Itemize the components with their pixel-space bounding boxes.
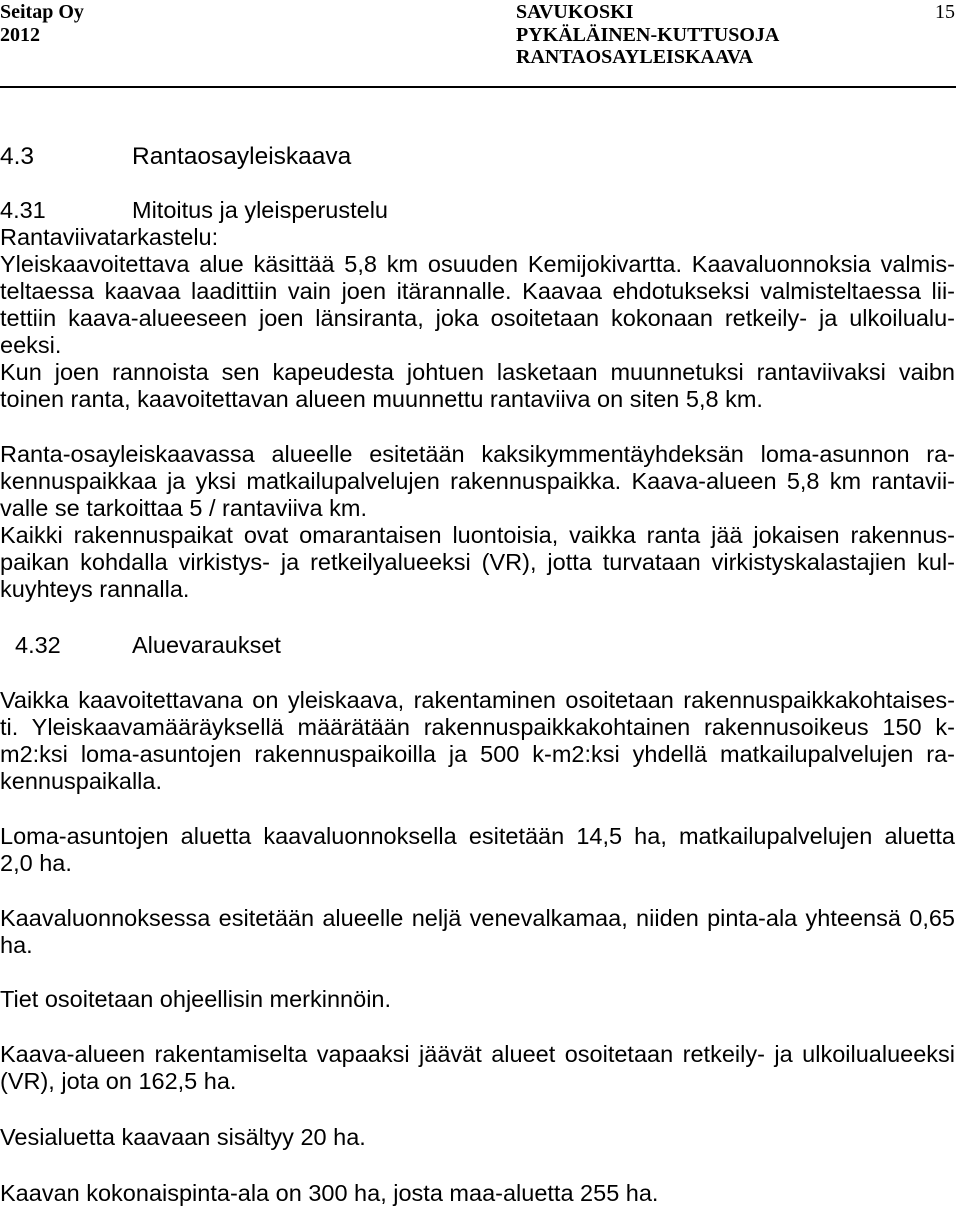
header-left [0,1,84,46]
text-line: valle se tarkoittaa 5 / rantaviiva km. [0,494,368,521]
paragraph [0,823,955,877]
paragraph [0,1180,955,1207]
header-rule [0,86,956,88]
subsection-number: 4.32 [15,631,61,658]
text-line: (VR), jota on 162,5 ha. [0,1067,237,1094]
text-line: Kaikki rakennuspaikat ovat omarantaisen luontoisia, vaikka ranta jää jokaisen rakennus- [0,521,955,548]
text-line: Kaavaluonnoksessa esitetään alueelle neljä venevalkamaa, niiden pinta-ala yhteensä 0,65 [0,904,955,931]
section-number: 4.3 [0,142,35,170]
text-line: Rantaviivatarkastelu: [0,223,219,250]
subsection-4-31 [0,197,955,413]
text-line: ti. Yleiskaavamääräyksellä määrätään rakennuspaikkakohtainen rakennusoikeus 150 k- [0,713,955,740]
paragraph [0,1124,955,1151]
text-line: Vaikka kaavoitettavana on yleiskaava, rakentaminen osoitetaan rakennuspaikkakohtaises- [0,686,955,713]
subsection-title: Aluevaraukset [132,631,281,658]
text-line: kennuspaikkaa ja yksi matkailupalvelujen rakennuspaikka. Kaava-alueen 5,8 km rantavii- [0,467,955,494]
text-line: Kaava-alueen rakentamiselta vapaaksi jäävät alueet osoitetaan retkeily- ja ulkoilualueeksi [0,1040,955,1067]
text-line: Kun joen rannoista sen kapeudesta johtuen lasketaan muunnetuksi rantaviivaksi vaibn [0,358,955,385]
paragraph [0,1041,955,1095]
page-number: 15 [935,1,955,23]
plan-type: RANTAOSAYLEISKAAVA [516,46,754,68]
header-center [516,1,779,69]
text-line: kennuspaikalla. [0,767,162,794]
subsection-heading [0,197,955,224]
text-line: Tiet osoitetaan ohjeellisin merkinnöin. [0,985,392,1012]
company-name: Seitap Oy [0,1,84,23]
text-line: ha. [0,931,33,958]
section-heading [0,143,955,170]
text-line: Loma-asuntojen aluetta kaavaluonnoksella esitetään 14,5 ha, matkailupalvelujen aluetta [0,822,955,849]
text-line: paikan kohdalla virkistys- ja retkeilyalueeksi (VR), jotta turvataan virkistyskalastajien kul- [0,548,955,575]
text-line: Ranta-osayleiskaavassa alueelle esitetään kaksikymmentäyhdeksän loma-asunnon ra- [0,440,955,467]
text-line: tettiin kaava-alueeseen joen länsiranta, joka osoitetaan kokonaan retkeily- ja ulkoilualu- [0,304,955,331]
text-line: toinen ranta, kaavoitettavan alueen muunnettu rantaviiva on siten 5,8 km. [0,385,763,412]
plan-area-name: PYKÄLÄINEN-KUTTUSOJA [516,23,780,46]
text-line: Vesialuetta kaavaan sisältyy 20 ha. [0,1123,366,1150]
section-title: Rantaosayleiskaava [132,142,352,170]
subsection-4-32-heading [0,632,955,659]
text-line: 2,0 ha. [0,849,72,876]
text-line: teltaessa kaavaa laadittiin vain joen itärannalle. Kaavaa ehdotukseksi valmisteltaessa lii- [0,277,955,304]
paragraph [0,687,955,795]
text-line: m2:ksi loma-asuntojen rakennuspaikoilla ja 500 k-m2:ksi yhdellä matkailupalvelujen ra- [0,740,955,767]
text-line: Yleiskaavoitettava alue käsittää 5,8 km osuuden Kemijokivartta. Kaavaluonnoksia valmis- [0,250,955,277]
section-heading-row [0,143,955,170]
paragraph [0,986,955,1013]
paragraph [0,441,955,603]
paragraph [0,905,955,959]
municipality-name: SAVUKOSKI [516,1,634,23]
subsection-number: 4.31 [0,196,46,223]
text-line: Kaavan kokonaispinta-ala on 300 ha, josta maa-aluetta 255 ha. [0,1179,659,1206]
header-year: 2012 [0,23,40,46]
text-line: eeksi. [0,331,62,358]
subsection-heading [0,632,955,659]
text-line: kuyhteys rannalla. [0,575,190,602]
subsection-title: Mitoitus ja yleisperustelu [132,196,388,223]
